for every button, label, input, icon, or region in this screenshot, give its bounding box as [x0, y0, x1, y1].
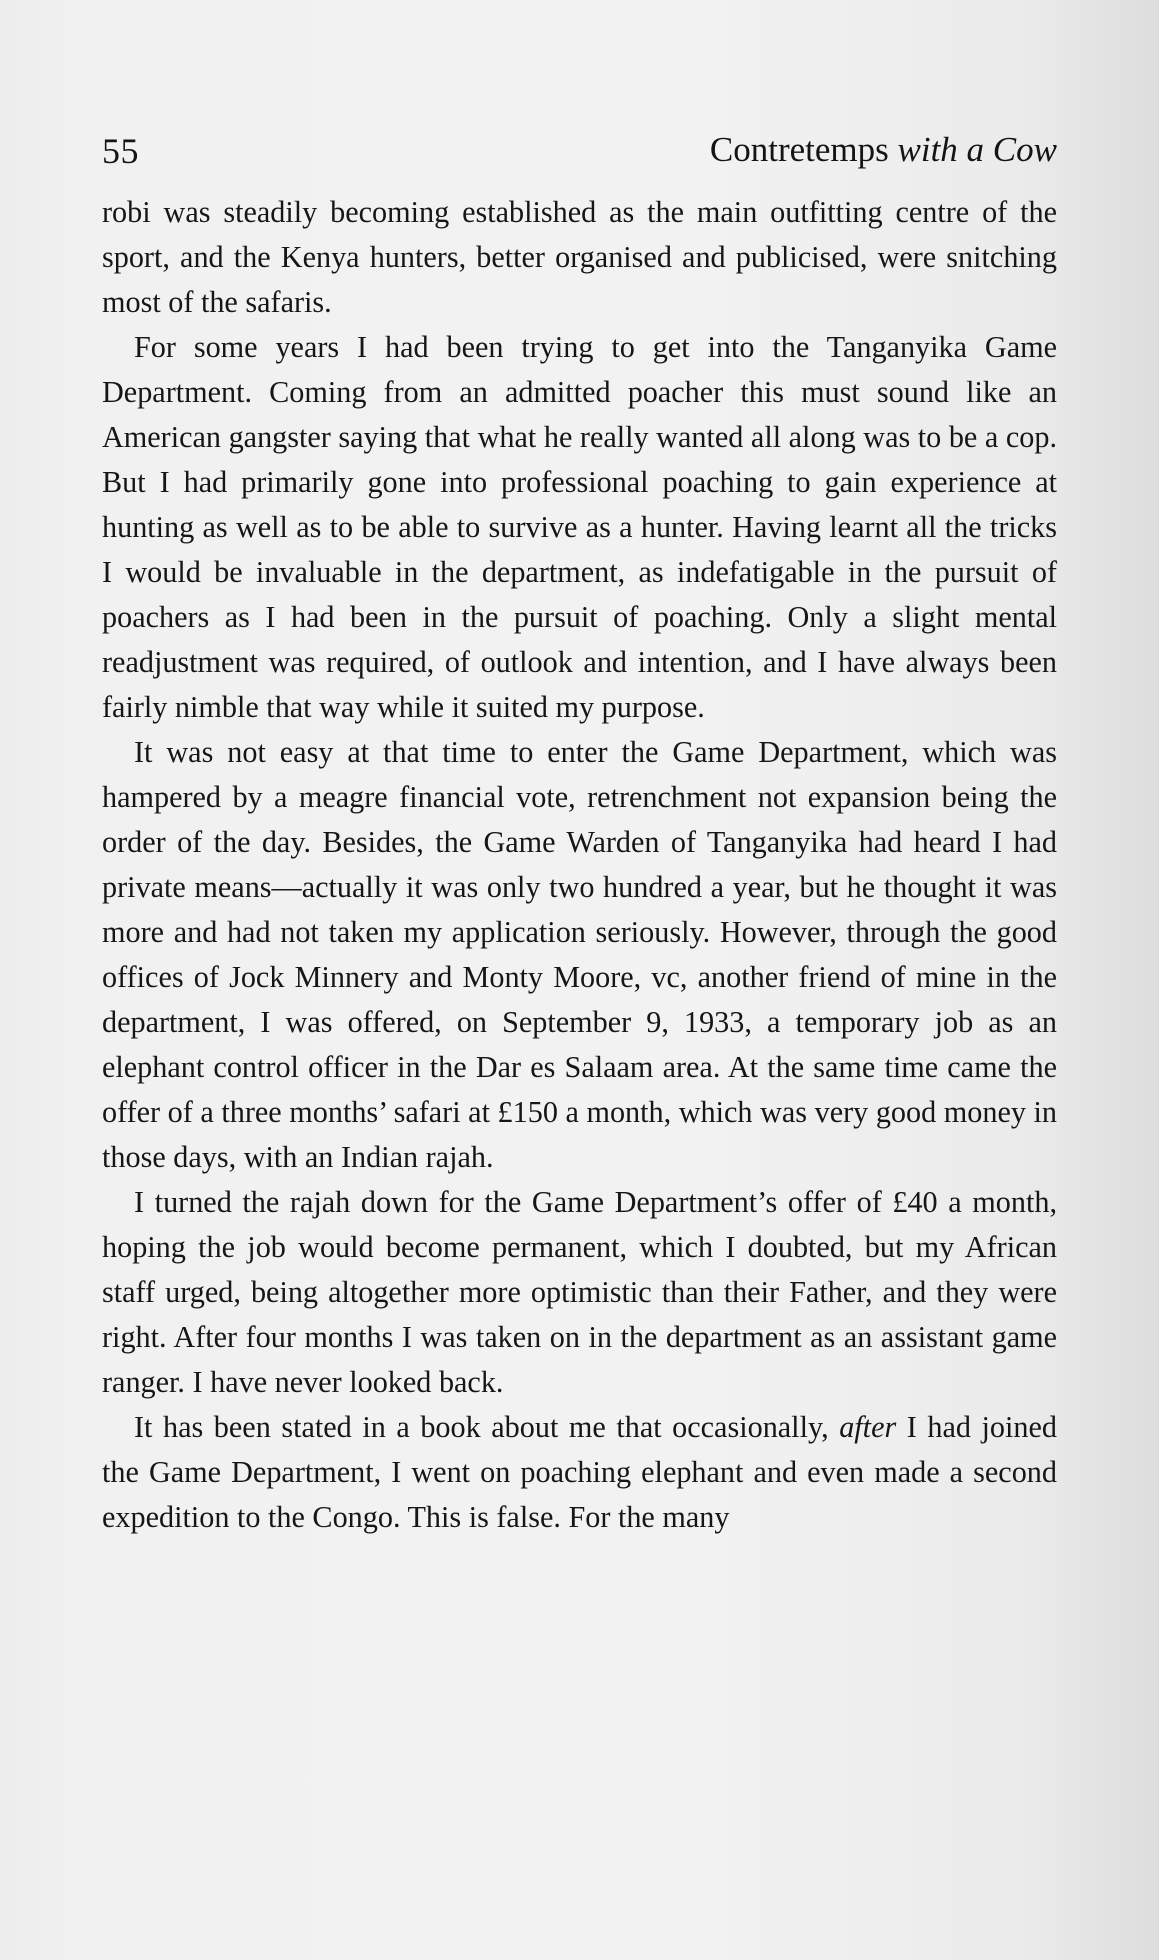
paragraph-5-start: It has been stated in a book about me that occasionally, [134, 1410, 840, 1444]
paragraph-5-end: I had joined the Game Department, I went on poaching elephant and even made a second expedition to the Congo. This is false. For the many [102, 1410, 1057, 1534]
chapter-title-plain: Contretemps [709, 130, 898, 169]
paragraph-2: For some years I had been trying to get into the Tanganyika Game Department. Coming from an admitted poacher this must sound like an American gangster saying that what he really wanted all along was to be a cop. But I had primarily gone into professional poaching to gain experience at hunting as well as to be able to survive as a hunter. Having learnt all the tricks I would be invaluable in the department, as indefatigable in the pursuit of poachers as I had been in the pursuit of poaching. Only a slight mental readjustment was required, of outlook and intention, and I have always been fairly nimble that way while it suited my purpose. [102, 330, 1057, 724]
paragraph-1: robi was steadily becoming established as the main outfitting centre of the sport, and the Kenya hunters, better organised and publicised, were snitching most of the safaris. [102, 195, 1057, 319]
paragraph-3: It was not easy at that time to enter the Game Department, which was hampered by a meagre financial vote, retrenchment not expansion being the order of the day. Besides, the Game Warden of Tanganyika had heard I had private means—actually it was only two hundred a year, but he thought it was more and had not taken my application seriously. However, through the good offices of Jock Minnery and Monty Moore, vc, another friend of mine in the department, I was offered, on September 9, 1933, a temporary job as an elephant control officer in the Dar es Salaam area. At the same time came the offer of a three months’ safari at £150 a month, which was very good money in those days, with an Indian rajah. [102, 735, 1057, 1174]
running-head [102, 130, 1057, 180]
page-number: 55 [102, 131, 139, 171]
chapter-title [710, 130, 1057, 170]
paragraph-5-emphasis: after [839, 1410, 897, 1444]
paragraph-5 [102, 1405, 1057, 1540]
paragraph-4: I turned the rajah down for the Game Department’s offer of £40 a month, hoping the job would become permanent, which I doubted, but my African staff urged, being altogether more optimistic than their Father, and they were right. After four months I was taken on in the department as an assistant game ranger. I have never looked back. [102, 1185, 1057, 1399]
chapter-title-italic: with a Cow [897, 130, 1057, 169]
body-text [102, 190, 1057, 1540]
